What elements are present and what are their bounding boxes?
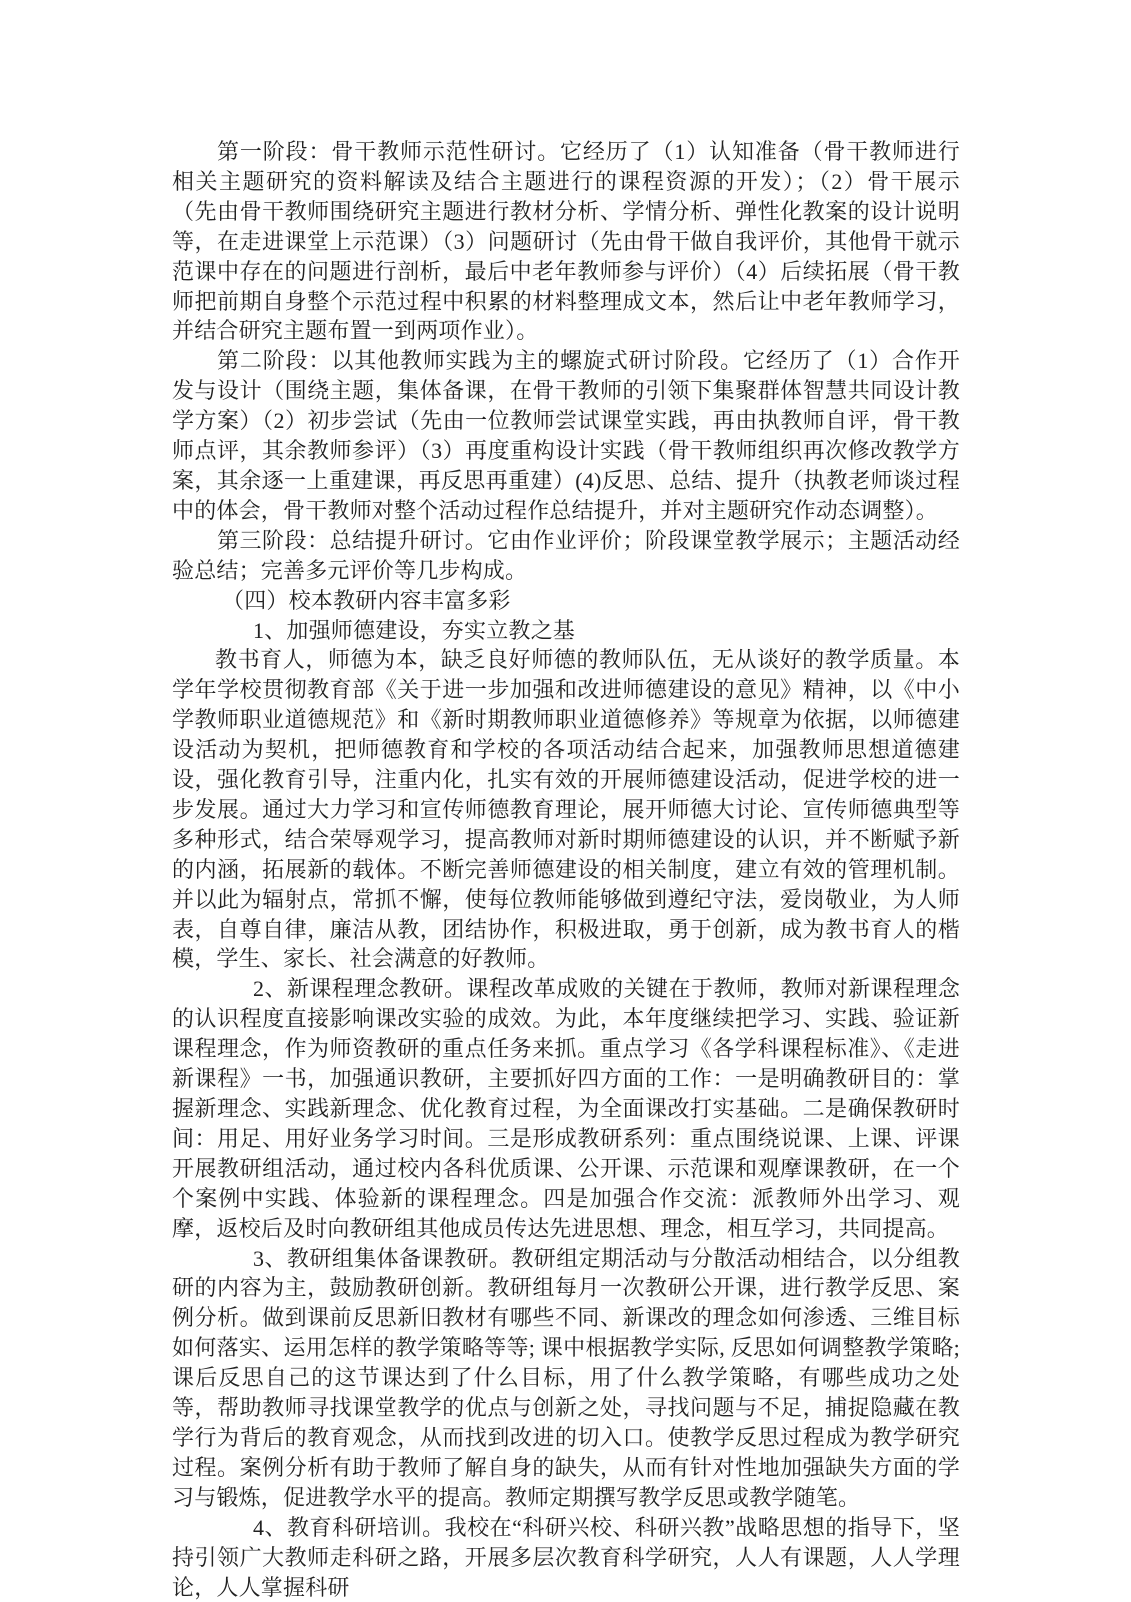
paragraph: 第一阶段：骨干教师示范性研讨。它经历了（1）认知准备（骨干教师进行相关主题研究的资料解读及结合主题进行的课程资源的开发）；（2）骨干展示（先由骨干教师围绕研究主题进行教材分析、学情分析、弹性化教案的设计说明等，在走进课堂上示范课）（3）问题研讨（先由骨干做自我评价，其他骨干就示范课中存在的问题进行剖析，最后中老年教师参与评价）（4）后续拓展（骨干教师把前期自身整个示范过程中积累的材料整理成文本，然后让中老年教师学习，并结合研究主题布置一到两项作业）。 <box>172 139 960 344</box>
paragraph: 教书育人，师德为本，缺乏良好师德的教师队伍，无从谈好的教学质量。本学年学校贯彻教育部《关于进一步加强和改进师德建设的意见》精神，以《中小学教师职业道德规范》和《新时期教师职业道德修养》等规章为依据，以师德建设活动为契机，把师德教育和学校的各项活动结合起来，加强教师思想道德建设，强化教育引导，注重内化，扎实有效的开展师德建设活动，促进学校的进一步发展。通过大力学习和宣传师德教育理论，展开师德大讨论、宣传师德典型等多种形式，结合荣辱观学习，提高教师对新时期师德建设的认识，并不断赋予新的内涵，拓展新的载体。不断完善师德建设的相关制度，建立有效的管理机制。并以此为辐射点，常抓不懈，使每位教师能够做到遵纪守法，爱岗敬业，为人师表，自尊自律，廉洁从教，团结协作，积极进取，勇于创新，成为教书育人的楷模，学生、家长、社会满意的好教师。 <box>172 647 960 972</box>
paragraph: （四）校本教研内容丰富多彩 <box>222 587 511 613</box>
paragraph: 4、教育科研培训。我校在“科研兴校、科研兴教”战略思想的指导下，坚持引领广大教师走科研之路，开展多层次教育科学研究，人人有课题，人人学理论，人人掌握科研 <box>172 1514 960 1600</box>
paragraph: 1、加强师德建设，夯实立教之基 <box>253 617 576 643</box>
document-body <box>172 137 960 1602</box>
paragraph: 3、教研组集体备课教研。教研组定期活动与分散活动相结合，以分组教研的内容为主，鼓励教研创新。教研组每月一次教研公开课，进行教学反思、案例分析。做到课前反思新旧教材有哪些不同、新课改的理念如何渗透、三维目标如何落实、运用怎样的教学策略等等; 课中根据教学实际, 反思如何调整教学策略; 课后反思自己的这节课达到了什么目标，用了什么教学策略，有哪些成功之处等，帮助教师寻找课堂教学的优点与创新之处，寻找问题与不足，捕捉隐藏在教学行为背后的教育观念，从而找到改进的切入口。使教学反思过程成为教学研究过程。案例分析有助于教师了解自身的缺失，从而有针对性地加强缺失方面的学习与锻炼，促进教学水平的提高。教师定期撰写教学反思或教学随笔。 <box>172 1245 960 1510</box>
paragraph: 第三阶段：总结提升研讨。它由作业评价；阶段课堂教学展示；主题活动经验总结；完善多元评价等几步构成。 <box>172 527 960 583</box>
paragraph: 2、新课程理念教研。课程改革成败的关键在于教师，教师对新课程理念的认识程度直接影响课改实验的成效。为此，本年度继续把学习、实践、验证新课程理念，作为师资教研的重点任务来抓。重点学习《各学科课程标准》、《走进新课程》一书，加强通识教研，主要抓好四方面的工作：一是明确教研目的：掌握新理念、实践新理念、优化教育过程，为全面课改打实基础。二是确保教研时间：用足、用好业务学习时间。三是形成教研系列：重点围绕说课、上课、评课开展教研组活动，通过校内各科优质课、公开课、示范课和观摩课教研，在一个个案例中实践、体验新的课程理念。四是加强合作交流：派教师外出学习、观摩，返校后及时向教研组其他成员传达先进思想、理念，相互学习，共同提高。 <box>172 976 960 1241</box>
paragraph: 第二阶段：以其他教师实践为主的螺旋式研讨阶段。它经历了（1）合作开发与设计（围绕主题，集体备课，在骨干教师的引领下集聚群体智慧共同设计教学方案）（2）初步尝试（先由一位教师尝试课堂实践，再由执教师自评，骨干教师点评，其余教师参评）（3）再度重构设计实践（骨干教师组织再次修改教学方案，其余逐一上重建课，再反思再重建）(4)反思、总结、提升（执教老师谈过程中的体会，骨干教师对整个活动过程作总结提升，并对主题研究作动态调整）。 <box>172 348 960 523</box>
